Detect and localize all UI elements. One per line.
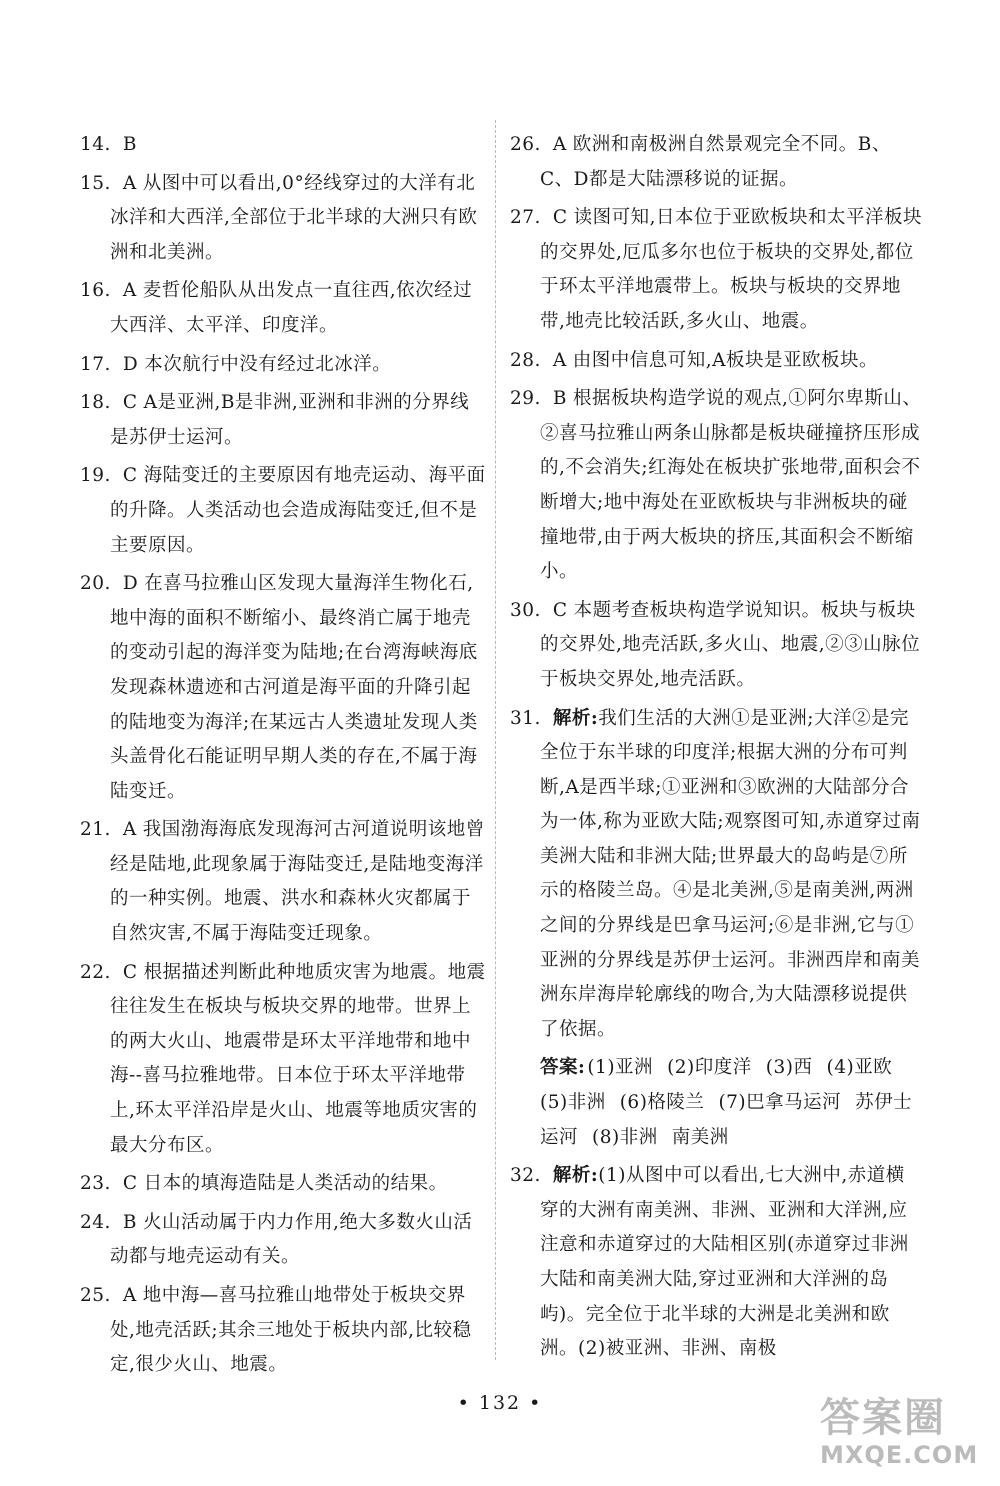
explanation: 根据板块构造学说的观点,①阿尔卑斯山、②喜马拉雅山两条山脉都是板块碰撞挤压形成的,不会消失;红海处在板块扩张地带,面积会不断增大;地中海处在亚欧板块与非洲板块的碰撞地带,由于两大板块的挤压,其面积会不断缩小。 [540, 388, 922, 583]
explanation: 日本的填海造陆是人类活动的结果。 [143, 1173, 448, 1195]
answer-letter: C [122, 392, 138, 414]
explanation: 麦哲伦船队从出发点一直往西,依次经过大西洋、太平洋、印度洋。 [110, 280, 473, 336]
question-number: 27. [510, 207, 541, 229]
answer-letter: D [122, 353, 139, 375]
question-14 [80, 128, 488, 163]
question-number: 17. [80, 353, 111, 375]
explanation: 本次航行中没有经过北冰洋。 [144, 353, 392, 375]
answer-letter: A [122, 1285, 137, 1306]
answer-block [510, 1051, 922, 1155]
question-17 [80, 348, 488, 383]
question-31 [510, 702, 922, 1048]
question-number: 20. [80, 573, 111, 595]
right-column [510, 128, 922, 1371]
answer-letter: C [122, 465, 138, 487]
question-25 [80, 1279, 488, 1383]
watermark-site: MXQE.COM [820, 1441, 979, 1469]
question-number: 15. [80, 172, 111, 194]
answer-item: (5)非洲 [540, 1092, 606, 1114]
explanation: 读图可知,日本位于亚欧板块和太平洋板块的交界处,厄瓜多尔也位于板块的交界处,都位于环太平洋地震带上。板块与板块的交界地带,地壳比较活跃,多火山、地震。 [540, 207, 922, 332]
question-32 [510, 1159, 922, 1367]
explanation: 由图中信息可知,A板块是亚欧板块。 [572, 349, 879, 371]
explanation: 我们生活的大洲①是亚洲;大洋②是完全位于东半球的印度洋;根据大洲的分布可判断,A是西半球;①亚洲和③欧洲的大陆部分合为一体,称为亚欧大陆;观察图可知,赤道穿过南美洲大陆和非洲大陆;世界最大的岛屿是⑦所示的格陵兰岛。④是北美洲,⑤是南美洲,两洲之间的分界线是巴拿马运河;⑥是非洲,它与①亚洲的分界线是苏伊士运河。非洲西岸和南美洲东岸海岸轮廓线的吻合,为大陆漂移说提供了依据。 [540, 707, 921, 1040]
watermark-logo: 答案圈 [820, 1395, 946, 1441]
answer-item: (3)西 [765, 1057, 813, 1079]
answer-letter: D [122, 573, 139, 595]
question-number: 28. [510, 349, 541, 371]
explanation: 我国渤海海底发现海河古河道说明该地曾经是陆地,此现象属于海陆变迁,是陆地变海洋的一种实例。地震、洪水和森林火灾都属于自然灾害,不属于海陆变迁现象。 [110, 819, 485, 945]
explanation: 根据描述判断此种地质灾害为地震。地震往往发生在板块与板块交界的地带。世界上的两大火山、地震带是环太平洋地带和地中海--喜马拉雅地带。日本位于环太平洋地带上,环太平洋沿岸是火山、地震等地质灾害的最大分布区。 [110, 961, 486, 1156]
question-27 [510, 201, 922, 339]
question-20 [80, 567, 488, 809]
answer-letter: A [122, 172, 137, 194]
answer-letter: B [122, 134, 138, 155]
question-29 [510, 382, 922, 590]
explanation: 海陆变迁的主要原因有地壳运动、海平面的升降。人类活动也会造成海陆变迁,但不是主要原因。 [110, 465, 486, 556]
answer-label: 答案: [540, 1057, 586, 1079]
question-number: 19. [80, 465, 111, 487]
explanation: 本题考查板块构造学说知识。板块与板块的交界处,地壳活跃,多火山、地震,②③山脉位于板块交界处,地壳活跃。 [540, 599, 921, 690]
explanation: 从图中可以看出,0°经线穿过的大洋有北冰洋和大西洋,全部位于北半球的大洲只有欧洲和北美洲。 [110, 172, 478, 263]
question-26 [510, 128, 922, 197]
page-number: • 132 • [457, 1392, 543, 1414]
question-number: 24. [80, 1211, 111, 1233]
left-column [80, 128, 488, 1387]
explanation: 在喜马拉雅山区发现大量海洋生物化石,地中海的面积不断缩小、最终消亡属于地壳的变动引起的海洋变为陆地;在台湾海峡海底发现森林遗迹和古河道是海平面的升降引起的陆地变为海洋;在某远古人类遗址发现人类头盖骨化石能证明早期人类的存在,不属于海陆变迁。 [110, 573, 478, 802]
answer-letter: C [122, 1173, 138, 1195]
question-number: 30. [510, 599, 541, 621]
question-22 [80, 956, 488, 1164]
question-28 [510, 344, 922, 379]
answer-letter: B [552, 388, 568, 410]
question-number: 22. [80, 961, 111, 983]
question-19 [80, 459, 488, 563]
answer-item: (7)巴拿马运河 [718, 1092, 842, 1114]
answer-item: (6)格陵兰 [619, 1092, 705, 1114]
question-number: 14. [80, 134, 111, 155]
answer-item: (4)亚欧 [826, 1057, 893, 1079]
analysis-label: 解析: [552, 707, 599, 729]
question-15 [80, 167, 488, 271]
answer-letter: C [552, 599, 568, 621]
answer-letter: A [122, 280, 137, 302]
question-number: 18. [80, 392, 111, 414]
question-23 [80, 1167, 488, 1202]
question-number: 21. [80, 819, 111, 841]
answer-item: 南美洲 [671, 1126, 729, 1148]
answer-item: (1)亚洲 [587, 1057, 654, 1079]
question-16 [80, 274, 488, 343]
question-24 [80, 1206, 488, 1275]
answer-item: (2)印度洋 [667, 1057, 752, 1079]
question-30 [510, 594, 922, 698]
question-number: 31. [510, 707, 541, 729]
explanation: 火山活动属于内力作用,绝大多数火山活动都与地壳运动有关。 [110, 1211, 473, 1268]
explanation: 欧洲和南极洲自然景观完全不同。B、C、D都是大陆漂移说的证据。 [540, 134, 891, 190]
question-number: 16. [80, 280, 111, 302]
answer-item: (8)非洲 [592, 1126, 658, 1148]
answer-letter: C [552, 207, 568, 229]
explanation: A是亚洲,B是非洲,亚洲和非洲的分界线是苏伊士运河。 [110, 392, 470, 448]
question-21 [80, 813, 488, 951]
explanation: (1)从图中可以看出,七大洲中,赤道横穿的大洲有南美洲、非洲、亚洲和大洋洲,应注意和赤道穿过的大陆相区别(赤道穿过非洲大陆和南美洲大陆,穿过亚洲和大洋洲的岛屿)。完全位于北半球的大洲是北美洲和欧洲。(2)被亚洲、非洲、南极 [540, 1165, 909, 1360]
watermark [820, 1395, 992, 1475]
answer-letter: A [122, 819, 137, 841]
analysis-label: 解析: [552, 1165, 599, 1187]
answer-letter: A [552, 134, 567, 155]
question-number: 23. [80, 1173, 111, 1195]
explanation: 地中海—喜马拉雅山地带处于板块交界处,地壳活跃;其余三地处于板块内部,比较稳定,很少火山、地震。 [110, 1285, 472, 1376]
answer-letter: B [122, 1211, 138, 1233]
question-number: 32. [510, 1165, 541, 1187]
question-18 [80, 386, 488, 455]
answer-letter: A [552, 349, 567, 371]
answer-letter: C [122, 961, 138, 983]
answer-item: 苏伊士运河 [540, 1092, 913, 1148]
question-number: 25. [80, 1285, 111, 1306]
column-divider [495, 120, 496, 1360]
question-number: 29. [510, 388, 541, 410]
question-number: 26. [510, 134, 541, 155]
